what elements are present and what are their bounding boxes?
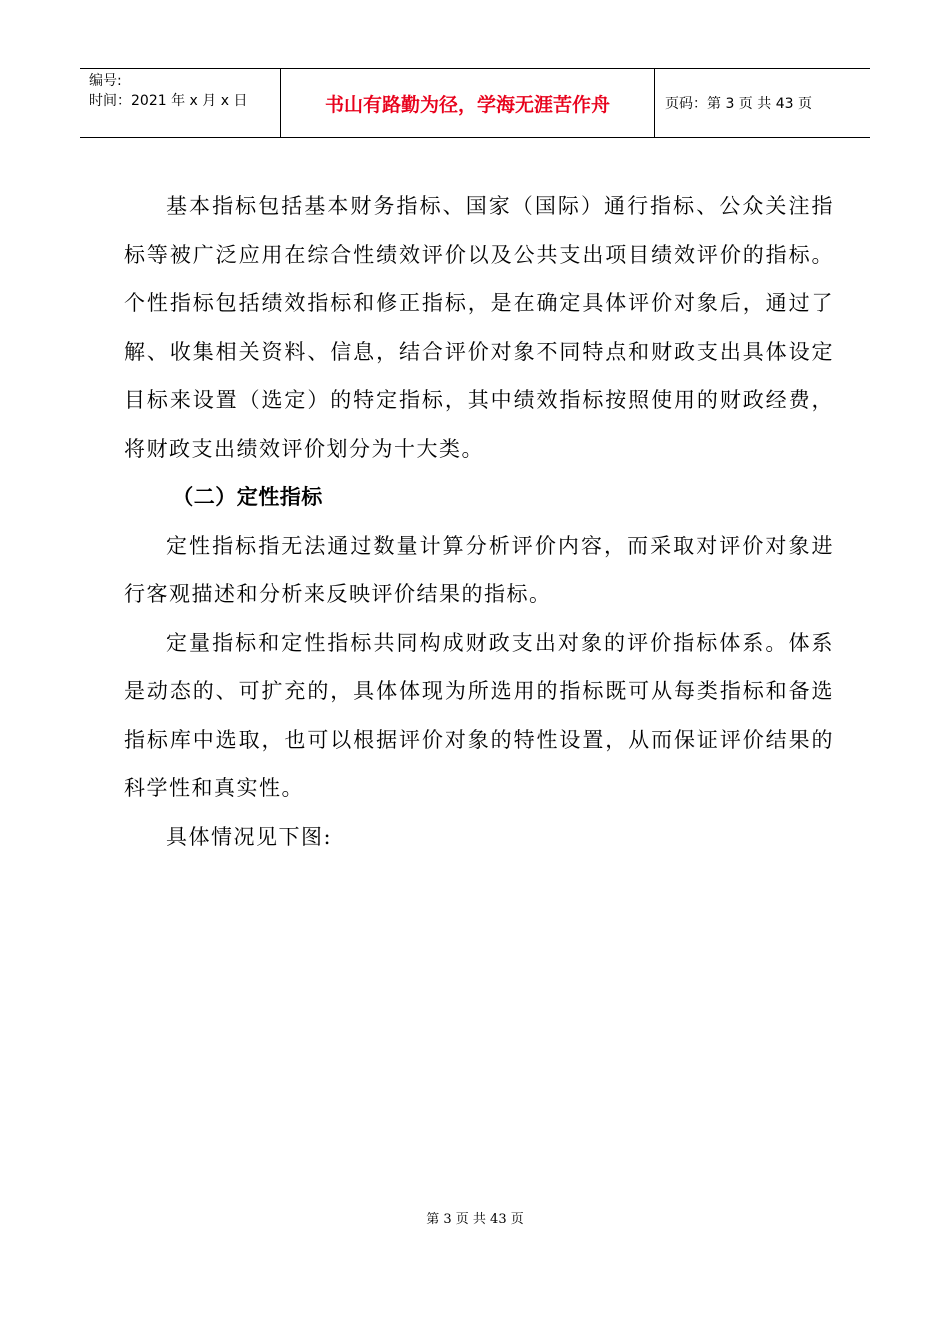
- paragraph-see-figure: 具体情况见下图:: [166, 824, 333, 849]
- paragraph-qualitative-definition: 定性指标指无法通过数量计算分析评价内容，而采取对评价对象进行客观描述和分析来反映评价结果的指标。: [124, 533, 834, 606]
- page-header: [80, 68, 870, 138]
- header-page-info: 页码：第 3 页 共 43 页: [665, 96, 812, 112]
- page-footer: 第 3 页 共 43 页: [426, 1212, 524, 1227]
- paragraph-indicator-system: 定量指标和定性指标共同构成财政支出对象的评价指标体系。体系是动态的、可扩充的，具体体现为所选用的指标既可从每类指标和备选指标库中选取，也可以根据评价对象的特性设置，从而保证评价结果的科学性和真实性。: [124, 630, 834, 800]
- header-meta: [80, 69, 281, 137]
- document-body: [124, 182, 834, 861]
- document-number-label: 编号:: [89, 73, 122, 89]
- document-date: 时间：2021 年 x 月 x 日: [89, 93, 248, 109]
- header-motto: 书山有路勤为径，学海无涯苦作舟: [281, 69, 655, 137]
- paragraph-basic-indicators: 基本指标包括基本财务指标、国家（国际）通行指标、公众关注指标等被广泛应用在综合性绩效评价以及公共支出项目绩效评价的指标。个性指标包括绩效指标和修正指标，是在确定具体评价对象后，通过了解、收集相关资料、信息，结合评价对象不同特点和财政支出具体设定目标来设置（选定）的特定指标，其中绩效指标按照使用的财政经费，将财政支出绩效评价划分为十大类。: [124, 194, 834, 461]
- section-heading-qualitative: （二）定性指标: [172, 485, 323, 509]
